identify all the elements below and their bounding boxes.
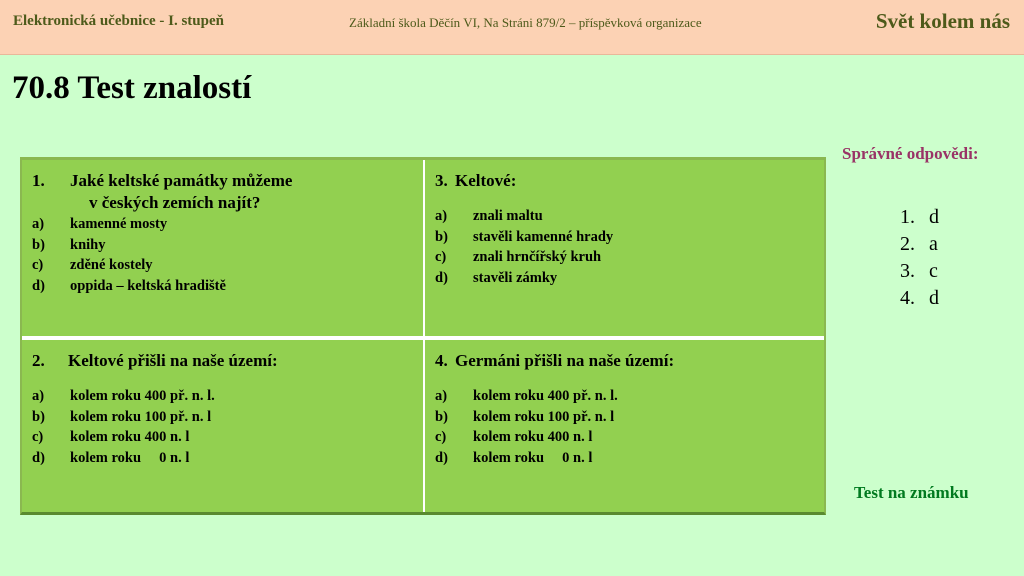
answer-number: 1. bbox=[900, 206, 915, 228]
option-letter: b) bbox=[32, 408, 45, 425]
option-list bbox=[22, 214, 423, 296]
option-text: kolem roku 400 n. l bbox=[70, 429, 190, 445]
option-letter: d) bbox=[435, 269, 448, 286]
option-text: zděné kostely bbox=[70, 257, 153, 273]
option-text: kolem roku 0 n. l bbox=[473, 449, 593, 466]
option-text: knihy bbox=[70, 236, 106, 253]
option-letter: c) bbox=[435, 249, 447, 265]
option-list bbox=[22, 386, 423, 468]
answer-value: d bbox=[929, 287, 939, 309]
page-title: 70.8 Test znalostí bbox=[12, 70, 252, 106]
question-text-continued: v českých zemích najít? bbox=[89, 193, 261, 212]
option-text: kolem roku 400 n. l bbox=[473, 429, 593, 445]
answers-list bbox=[900, 204, 939, 312]
option-letter: b) bbox=[435, 228, 448, 245]
question-cell-4 bbox=[425, 340, 824, 512]
option-b[interactable] bbox=[22, 235, 423, 256]
option-letter: a) bbox=[435, 208, 448, 224]
header-textbook-title: Elektronická učebnice - I. stupeň bbox=[13, 13, 224, 29]
option-a[interactable] bbox=[425, 206, 824, 227]
option-c[interactable] bbox=[22, 427, 423, 448]
header-subject: Svět kolem nás bbox=[875, 9, 1010, 33]
option-c[interactable] bbox=[425, 427, 824, 448]
answer-number: 3. bbox=[900, 260, 915, 282]
question-4 bbox=[425, 350, 824, 372]
option-letter: a) bbox=[32, 216, 45, 232]
option-text: stavěli kamenné hrady bbox=[473, 228, 614, 245]
header-bar bbox=[0, 0, 1024, 55]
option-b[interactable] bbox=[22, 407, 423, 428]
question-number: 3. bbox=[435, 171, 448, 190]
option-text: oppida – keltská hradiště bbox=[70, 277, 226, 294]
answer-number: 4. bbox=[900, 287, 915, 309]
option-d[interactable] bbox=[425, 448, 824, 469]
answer-value: c bbox=[929, 260, 938, 282]
option-c[interactable] bbox=[425, 247, 824, 268]
option-text: kolem roku 0 n. l bbox=[70, 449, 190, 466]
option-text: stavěli zámky bbox=[473, 269, 558, 286]
option-a[interactable] bbox=[22, 214, 423, 235]
option-letter: c) bbox=[32, 429, 44, 445]
option-text: znali hrnčířský kruh bbox=[473, 249, 602, 265]
option-text: kolem roku 100 př. n. l bbox=[70, 408, 212, 425]
question-number: 4. bbox=[435, 351, 448, 370]
question-text: Keltové: bbox=[455, 171, 517, 190]
answer-item bbox=[900, 285, 939, 312]
option-text: kamenné mosty bbox=[70, 216, 168, 232]
option-letter: a) bbox=[32, 388, 45, 404]
option-c[interactable] bbox=[22, 255, 423, 276]
option-letter: b) bbox=[435, 408, 448, 425]
question-number: 1. bbox=[32, 171, 45, 190]
option-letter: d) bbox=[32, 277, 45, 294]
question-number: 2. bbox=[32, 351, 45, 370]
option-text: kolem roku 400 př. n. l. bbox=[70, 388, 215, 404]
option-text: kolem roku 400 př. n. l. bbox=[473, 388, 618, 404]
option-letter: d) bbox=[32, 449, 45, 466]
option-letter: c) bbox=[32, 257, 44, 273]
quiz-grid bbox=[20, 157, 826, 515]
question-3 bbox=[425, 170, 824, 192]
option-b[interactable] bbox=[425, 227, 824, 248]
answer-item bbox=[900, 204, 939, 231]
option-letter: a) bbox=[435, 388, 448, 404]
answer-value: d bbox=[929, 206, 939, 228]
graded-test-link[interactable]: Test na známku bbox=[854, 483, 969, 502]
header-school-name: Základní škola Děčín VI, Na Stráni 879/2 – příspěvková organizace bbox=[349, 15, 702, 30]
answer-item bbox=[900, 258, 939, 285]
option-list bbox=[425, 206, 824, 288]
option-a[interactable] bbox=[22, 386, 423, 407]
question-1 bbox=[22, 170, 423, 214]
option-list bbox=[425, 386, 824, 468]
answer-value: a bbox=[929, 233, 938, 255]
question-2 bbox=[22, 350, 423, 372]
answer-item bbox=[900, 231, 939, 258]
question-text: Jaké keltské památky můžeme bbox=[70, 171, 293, 190]
question-cell-1 bbox=[22, 160, 423, 336]
option-a[interactable] bbox=[425, 386, 824, 407]
option-letter: d) bbox=[435, 449, 448, 466]
option-letter: c) bbox=[435, 429, 447, 445]
option-d[interactable] bbox=[22, 276, 423, 297]
option-d[interactable] bbox=[425, 268, 824, 289]
option-d[interactable] bbox=[22, 448, 423, 469]
question-text: Keltové přišli na naše území: bbox=[68, 351, 278, 370]
option-letter: b) bbox=[32, 236, 45, 253]
answer-number: 2. bbox=[900, 233, 915, 255]
question-cell-2 bbox=[22, 340, 423, 512]
option-text: kolem roku 100 př. n. l bbox=[473, 408, 615, 425]
question-text: Germáni přišli na naše území: bbox=[455, 351, 675, 370]
question-cell-3 bbox=[425, 160, 824, 336]
option-b[interactable] bbox=[425, 407, 824, 428]
option-text: znali maltu bbox=[473, 208, 543, 224]
answers-heading: Správné odpovědi: bbox=[842, 144, 979, 163]
